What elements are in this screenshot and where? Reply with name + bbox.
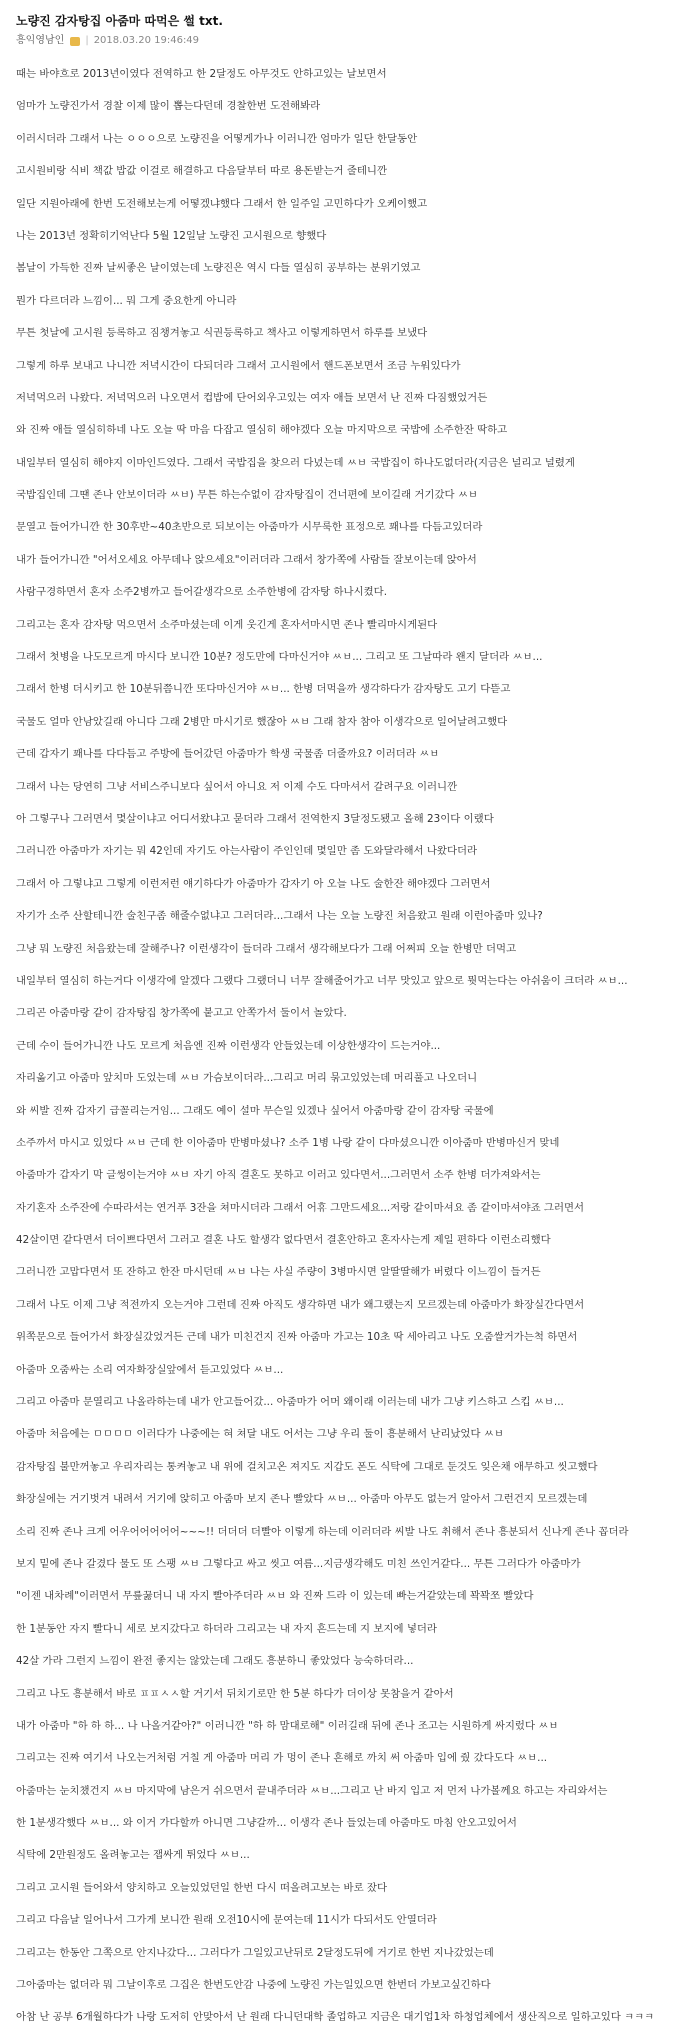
body-line: 그래서 나는 당연히 그냥 서비스주니보다 싶어서 아니요 저 이제 수도 다마셔서 갈려구요 이러니깐 xyxy=(16,780,458,793)
body-line: 저녁먹으러 나왔다. 저녁먹으러 나오면서 컵밥에 단어외우고있는 여자 애들 보면서 난 진짜 다짐했었거든 xyxy=(16,391,488,404)
body-line: 그리고 아줌마 문열리고 나올라하는데 내가 안고들어갔... 아줌마가 어머 왜이래 이러는데 내가 그냥 키스하고 스킵 ㅆㅂ... xyxy=(16,1396,564,1409)
body-line: 그리고는 진짜 여기서 나오는거처럼 거칠 게 아줌마 머리 가 멍이 존나 흔해로 까치 써 아줌마 입에 줬 갔다도다 ㅆㅂ... xyxy=(16,1752,548,1765)
body-line: 내가 아줌마 "하 하 하... 나 나올거같아?" 이러니깐 "하 하 맘대로해" 이러길래 뒤에 존나 조고는 시원하게 싸지렀다 ㅆㅂ xyxy=(16,1719,559,1732)
body-line: 이러시더라 그래서 나는 ㅇㅇㅇ으로 노량진을 어떻게가나 이러니깐 엄마가 일단 한달동안 xyxy=(16,132,418,145)
body-line: 감자탕집 불만꺼놓고 우리자리는 통켜놓고 내 위에 걸치고온 져지도 지갑도 폰도 식탁에 그대로 둔것도 잊은채 애무하고 씻고했다 xyxy=(16,1460,598,1473)
body-line: 국밥집인데 그땐 존나 안보이더라 ㅆㅂ) 무튼 하는수없이 감자탕집이 건너편에 보이길래 거기갔다 ㅆㅂ xyxy=(16,489,478,502)
body-line: 아 그렇구나 그러면서 몇살이냐고 어디서왔냐고 묻더라 그래서 전역한지 3달정도됐고 올해 23이다 이랬다 xyxy=(16,812,494,825)
post-body xyxy=(16,58,688,2034)
body-line: 그러니깐 고맙다면서 또 잔하고 한잔 마시던데 ㅆㅂ 나는 사실 주량이 3병마시면 알딸딸해가 버렸다 이느낌이 들거든 xyxy=(16,1266,541,1279)
body-line: 나는 2013년 정확히기억난다 5월 12일날 노량진 고시원으로 향했다 xyxy=(16,229,327,242)
body-line: 아줌마 오줌싸는 소리 여자화장실앞에서 듣고있었다 ㅆㅂ... xyxy=(16,1363,284,1376)
body-line: 그래서 아 그렇냐고 그렇게 이런저런 얘기하다가 아줌마가 갑자기 아 오늘 나도 술한잔 해야겠다 그러면서 xyxy=(16,877,491,890)
body-line: 사람구경하면서 혼자 소주2병까고 들어갈생각으로 소주한병에 감자탕 하나시켰다. xyxy=(16,586,387,599)
body-line: 그리곤 아줌마랑 같이 감자탕집 창가쪽에 붙고고 안쪽가서 둘이서 놀았다. xyxy=(16,1007,347,1020)
body-line: 화장실에는 거기벗겨 내려서 거기에 앉히고 아줌마 보지 존나 빨았다 ㅆㅂ... 아줌마 아무도 없는거 알아서 그런건지 모르겠는데 xyxy=(16,1493,588,1506)
body-line: 국물도 얼마 안남았길래 아니다 그래 2병만 마시기로 했잖아 ㅆㅂ 그래 참자 참아 이생각으로 일어날려고했다 xyxy=(16,715,508,728)
body-line: 근데 갑자기 꽤나를 다다듬고 주방에 들어갔던 아줌마가 학생 국물좀 더줄까요? 이러더라 ㅆㅂ xyxy=(16,748,440,761)
body-line: 한 1분동안 자지 빨다니 세로 보지갔다고 하더라 그리고는 내 자지 흔드는데 지 보지에 넣더라 xyxy=(16,1622,437,1635)
body-line: 고시원비랑 식비 책값 밥값 이걸로 해결하고 다음달부터 따로 용돈받는거 줄테니깐 xyxy=(16,165,387,178)
body-line: 그리고 다음날 일어나서 그가게 보니깐 원래 오전10시에 문여는데 11시가 다되서도 안열더라 xyxy=(16,1914,437,1927)
body-line: 그냥 뭐 노량진 처음왔는데 잘해주나? 이런생각이 들더라 그래서 생각해보다가 그래 어쩌피 오늘 한병만 더먹고 xyxy=(16,942,517,955)
body-line: 위쪽문으로 들어가서 화장실갔었거든 근데 내가 미친건지 진짜 아줌마 가고는 10초 딱 세아리고 나도 오줌쌀거가는척 하면서 xyxy=(16,1331,578,1344)
body-line: "이젠 내차례"이러면서 무릎꿇더니 내 자지 빨아주더라 ㅆㅂ 와 진짜 드라 이 있는데 빠는거같았는데 꽉꽉쪼 빨았다 xyxy=(16,1590,534,1603)
body-line: 그렇게 하루 보내고 나니깐 저녁시간이 다되더라 그래서 고시원에서 핸드폰보면서 조금 누워있다가 xyxy=(16,359,461,372)
body-line: 식탁에 2만원정도 올려놓고는 잽싸게 튀었다 ㅆㅂ... xyxy=(16,1849,250,1862)
meta-divider: | xyxy=(85,35,89,46)
body-line: 그래서 나도 이제 그냥 적전까지 오는거야 그런데 진짜 아직도 생각하면 내가 왜그랬는지 모르겠는데 아줌마가 화장실간다면서 xyxy=(16,1298,585,1311)
body-line: 일단 지원아래에 한번 도전해보는게 어떻겠냐했다 그래서 한 일주일 고민하다가 오케이했고 xyxy=(16,197,428,210)
body-line: 아줌마는 눈치챘건지 ㅆㅂ 마지막에 남은거 쉬으면서 끝내주더라 ㅆㅂ...그리고 난 바지 입고 저 먼저 나가볼께요 하고는 자리와서는 xyxy=(16,1784,608,1797)
author-name[interactable]: 흥익영남인 xyxy=(16,35,65,46)
body-line: 한 1분생각했다 ㅆㅂ... 와 이거 가다할까 아니면 그냥갈까... 이생각 존나 들었는데 아줌마도 마침 안오고있어서 xyxy=(16,1817,517,1830)
body-line: 엄마가 노량진가서 경찰 이제 많이 뽑는다던데 경찰한번 도전해봐라 xyxy=(16,100,321,113)
post-datetime: 2018.03.20 19:46:49 xyxy=(93,35,200,46)
body-line: 와 진짜 애들 열심히하네 나도 오늘 딱 마음 다잡고 열심히 해야겠다 오늘 마지막으로 국밥에 소주한잔 딱하고 xyxy=(16,424,508,437)
body-line: 소리 진짜 존나 크게 어우어어어어어~~~!! 더더더 더빨아 이렇게 하는데 이러더라 씨발 나도 취해서 존나 흥분되서 신나게 존나 꼽더라 xyxy=(16,1525,629,1538)
body-line: 내일부터 열심히 하는거다 이생각에 알겠다 그랬다 그랬더니 너무 잘해줄어가고 너무 맛있고 앞으로 뭣먹는다는 아쉬움이 크더라 ㅆㅂ... xyxy=(16,974,628,987)
body-line: 문열고 들어가니깐 한 30후반~40초반으로 되보이는 아줌마가 시무룩한 표정으로 꽤나를 다듬고있더라 xyxy=(16,521,483,534)
body-line: 와 씨발 진짜 갑자기 급꼴리는거임... 그래도 예이 설마 무슨일 있겠나 싶어서 아줌마랑 같이 감자탕 국물에 xyxy=(16,1104,494,1117)
body-line: 그리고 나도 흥분해서 바로 ㅍㅍㅅㅅ할 거기서 뒤치기로만 한 5분 하다가 더이상 못참을거 같아서 xyxy=(16,1687,454,1700)
body-line: 자기가 소주 산할테니깐 술친구좀 해줄수없냐고 그러더라...그래서 나는 오늘 노량진 처음왔고 원래 이런아줌마 있나? xyxy=(16,910,543,923)
body-line: 내가 들어가니깐 "어서오세요 아무데나 앉으세요"이러더라 그래서 창가쪽에 사람들 잘보이는데 앉아서 xyxy=(16,553,477,566)
body-line: 그래서 첫병을 나도모르게 마시다 보니깐 10분? 정도만에 다마신거야 ㅆㅂ... 그리고 또 그날따라 왠지 달더라 ㅆㅂ... xyxy=(16,651,543,664)
body-line: 봄날이 가득한 진짜 날씨좋은 날이였는데 노량진은 역시 다들 열심히 공부하는 분위기였고 xyxy=(16,262,421,275)
body-line: 그래서 한병 더시키고 한 10분뒤쯤니깐 또다마신거야 ㅆㅂ... 한병 더먹을까 생각하다가 감자탕도 고기 다뜯고 xyxy=(16,683,511,696)
body-line: 때는 바야흐로 2013년이였다 전역하고 한 2달정도 아무것도 안하고있는 날보면서 xyxy=(16,68,387,80)
body-line: 42살이면 같다면서 더이쁘다면서 그러고 결혼 나도 할생각 없다면서 결혼안하고 혼자사는게 제일 편하다 이런소리했다 xyxy=(16,1234,551,1247)
body-line: 내일부터 열심히 해야지 이마인드였다. 그래서 국밥집을 찾으러 다녔는데 ㅆㅂ 국밥집이 하나도없더라(지금은 널리고 널렸게 xyxy=(16,456,575,469)
body-line: 뭔가 다르더라 느낌이... 뭐 그게 중요한게 아니라 xyxy=(16,294,237,307)
body-line: 아참 난 공부 6개월하다가 나랑 도저히 안맞아서 난 원래 다니던대학 졸업하고 지금은 대기업1차 하청업체에서 생산직으로 일하고있다 ㅋㅋㅋ xyxy=(16,2011,655,2024)
body-line: 그리고는 혼자 감자탕 먹으면서 소주마셨는데 이게 웃긴게 혼자서마시면 존나 빨리마시게된다 xyxy=(16,618,438,631)
body-line: 아줌마가 갑자기 막 글썽이는거야 ㅆㅂ 자기 아직 결혼도 못하고 이러고 있다면서...그러면서 소주 한병 더가져와서는 xyxy=(16,1169,541,1182)
body-line: 자기혼자 소주잔에 수따라서는 연거푸 3잔을 쳐마시더라 그래서 어휴 그만드세요...저랑 같이마셔요 좀 같이마셔야죠 그러면서 xyxy=(16,1201,585,1214)
author-level-icon xyxy=(70,37,80,46)
body-line: 그러니깐 아줌마가 자기는 뭐 42인데 자기도 아는사람이 주인인데 몇일만 좀 도와달라해서 나왔다더라 xyxy=(16,845,478,858)
body-line: 그아줌마는 없더라 뭐 그날이후로 그집은 한번도안감 나중에 노량진 가는일있으면 한번더 가보고싶긴하다 xyxy=(16,1979,491,1992)
post-meta xyxy=(16,32,700,50)
body-line: 자리옮기고 아줌마 앞치마 도었는데 ㅆㅂ 가슴보이더라...그리고 머리 묶고있었는데 머리풀고 나오더니 xyxy=(16,1072,478,1085)
body-line: 근데 수이 들어가니깐 나도 모르게 처음엔 진짜 이런생각 안들었는데 이상한생각이 드는거야... xyxy=(16,1039,441,1052)
body-line: 42살 가라 그런지 느낌이 완전 좋지는 않았는데 그래도 흥분하니 좋았었다 능숙하더라... xyxy=(16,1655,414,1668)
post-title: 노량진 감자탕집 아줌마 따먹은 썰 txt. xyxy=(16,14,223,28)
body-line: 무튼 첫날에 고시원 등록하고 짐챙겨놓고 식권등록하고 책사고 이렇게하면서 하루를 보냈다 xyxy=(16,327,428,340)
body-line: 보지 밑에 존나 갈겼다 물도 또 스팽 ㅆㅂ 그렇다고 싸고 씻고 여름...지금생각해도 미친 쓰인거같다... 무튼 그러다가 아줌마가 xyxy=(16,1557,581,1570)
body-line: 그리고 고시원 들어와서 양치하고 오늘있었던일 한번 다시 떠올려고보는 바로 잤다 xyxy=(16,1881,387,1894)
body-line: 그리고는 한동안 그쪽으로 안지나갔다... 그러다가 그일있고난뒤로 2달정도뒤에 거기로 한번 지나갔었는데 xyxy=(16,1946,494,1959)
body-line: 아줌마 처음에는 ㅁㅁㅁㅁ 이러다가 나중에는 혀 쳐달 내도 어서는 그냥 우리 둘이 흥분해서 난리났었다 ㅆㅂ xyxy=(16,1428,504,1441)
body-line: 소주까서 마시고 있었다 ㅆㅂ 근데 한 이아줌마 반병마셨나? 소주 1병 나랑 같이 다마셨으니깐 이아줌마 반병마신거 맞네 xyxy=(16,1136,560,1149)
